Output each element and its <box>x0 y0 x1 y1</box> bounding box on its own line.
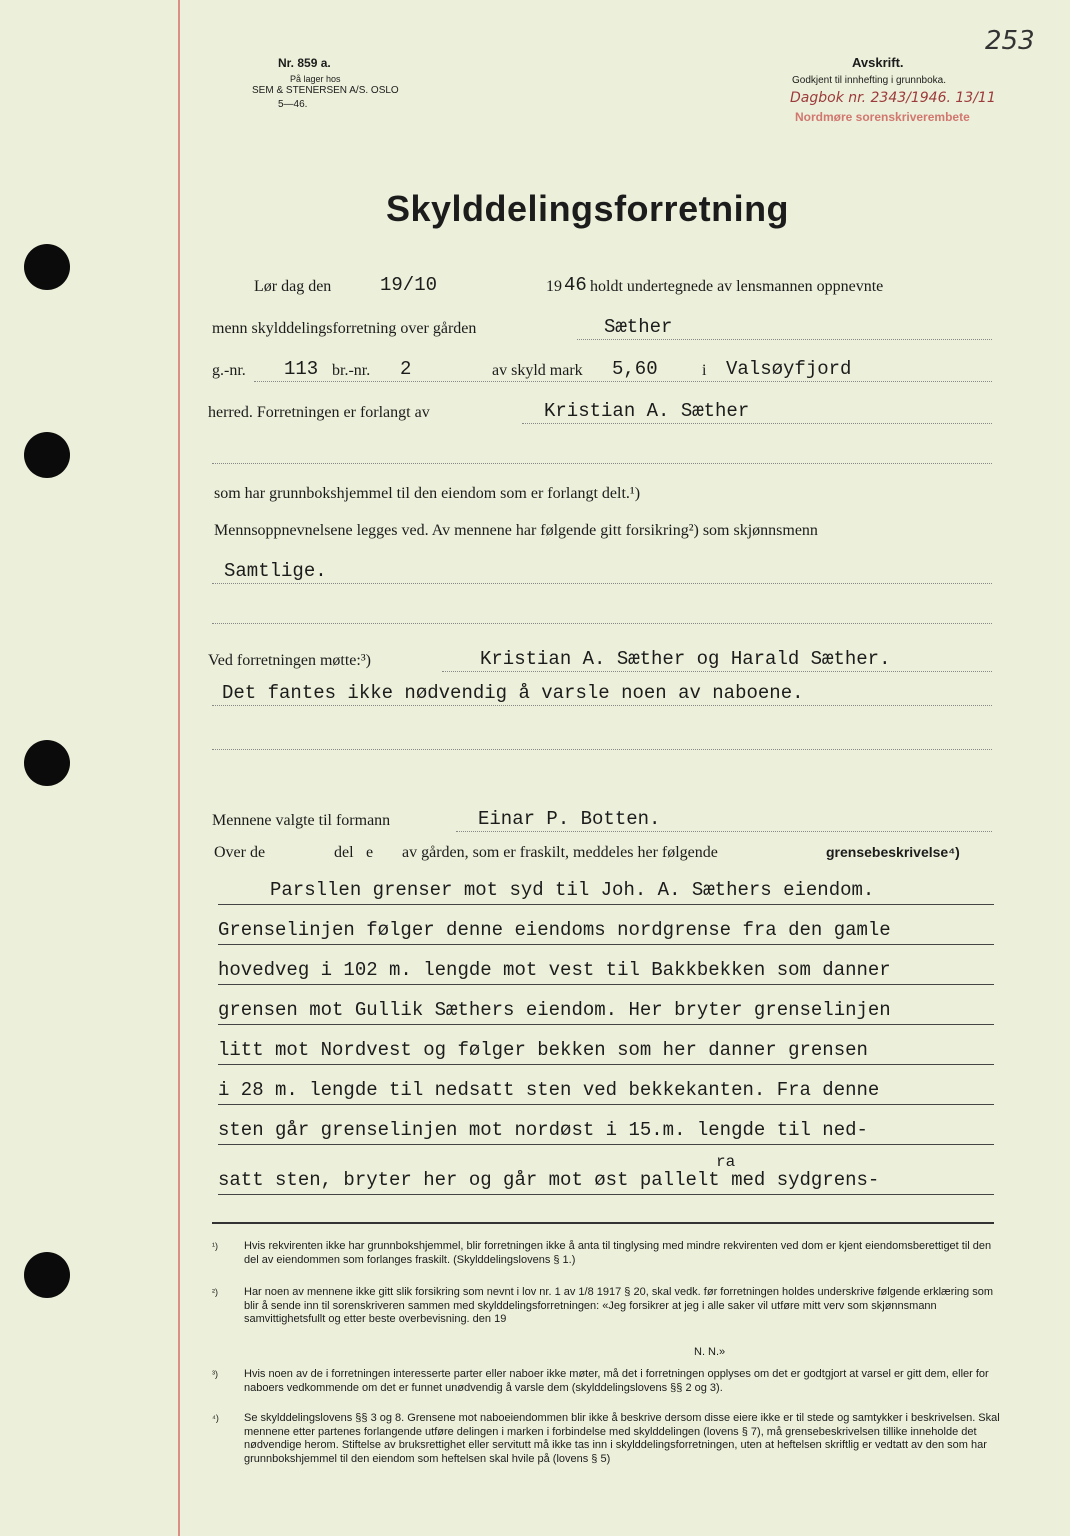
footnote-4: ⁴) Se skylddelingslovens §§ 3 og 8. Grensene mot naboeiendommen blir ikke å beskrive dersom disse eiere ikke er til stede og samtykker i beskrivelsen. Skal mennene etter partenes forlangende utføre delingen i marken i forbindelse med skylddelingen (lovens § 7), må grensebeskrivelsen tillike inneholde det nødvendige herom. Stiftelse av bruksrettighet eller servitutt må ikke tas inn i skylddelingsforretningen, uten at heftelsen skriftlig er vedtatt av den som har grunnbokshjemmel til den eiendom som heftelsen skal hvile på (lovens § 5) <box>212 1412 1000 1465</box>
mark-value: 5,60 <box>612 358 658 380</box>
copy-subtitle: Godkjent til innhefting i grunnboka. <box>792 75 946 86</box>
gnr-value: 113 <box>284 358 319 380</box>
form-line-requester <box>208 398 992 424</box>
footnote-3: ³) Hvis noen av de i forretningen interesserte parter eller naboer ikke møter, må det i forretningen opplyses om det er godtgjort at varsel er gitt dem, eller for naboers vedkommende om det er funnet unødvendig å varsle dem (skylddelingslovens §§ 2 og 3). <box>212 1368 989 1394</box>
notice-value: Det fantes ikke nødvendig å varsle noen av naboene. <box>222 682 804 704</box>
farm-value: Sæther <box>604 316 673 338</box>
body-line: Parsllen grenser mot syd til Joh. A. Sæthers eiendom. <box>218 874 994 905</box>
boundary-intro-b: del <box>334 844 354 861</box>
body-line: satt sten, bryter her og går mot øst pallelt med sydgrens- <box>218 1164 994 1195</box>
form-line-empty <box>212 438 992 464</box>
place-prefix: i <box>702 362 707 379</box>
attendees-label: Ved forretningen møtte:³) <box>208 652 371 669</box>
footnote-rule <box>212 1222 994 1224</box>
punch-hole <box>24 432 70 478</box>
copy-title: Avskrift. <box>852 55 904 70</box>
document-title: Skylddelingsforretning <box>386 188 790 229</box>
form-line-chairman <box>212 806 992 832</box>
year-prefix: 19 <box>546 278 562 295</box>
printer-date: 5—46. <box>278 99 308 110</box>
form-line-farm <box>212 314 992 340</box>
chairman-label: Mennene valgte til formann <box>212 812 391 829</box>
title-deed-text: som har grunnbokshjemmel til den eiendom som er forlangt delt.¹) <box>214 485 641 502</box>
punch-hole <box>24 740 70 786</box>
punch-hole <box>24 244 70 290</box>
punch-hole <box>24 1252 70 1298</box>
assessors-value: Samtlige. <box>224 560 327 582</box>
gnr-label: g.-nr. <box>212 362 246 379</box>
appointment-text: Mennsoppnevnelsene legges ved. Av mennene har følgende gitt forsikring²) som skjønnsmenn <box>214 522 818 539</box>
boundary-intro-a: Over de <box>214 844 266 861</box>
form-line-empty <box>212 724 992 750</box>
footnote-2-signature: N. N.» <box>694 1346 726 1358</box>
printer-name: SEM & STENERSEN A/S. OSLO <box>252 85 399 96</box>
form-line-notice <box>212 680 992 706</box>
body-line: i 28 m. lengde til nedsatt sten ved bekkekanten. Fra denne <box>218 1074 994 1105</box>
footnote-1: ¹) Hvis rekvirenten ikke har grunnbokshjemmel, blir forretningen ikke å anta til tinglysing med mindre rekvirenten ved dom er kjent eiendomsberettiget til den del av eiendommen som forlanges fraskilt. (Skylddelingslovens § 1.) <box>212 1240 992 1266</box>
bnr-label: br.-nr. <box>332 362 371 379</box>
court-stamp: Nordmøre sorenskriverembete <box>795 110 970 124</box>
body-line: grensen mot Gullik Sæthers eiendom. Her bryter grenselinjen <box>218 994 994 1025</box>
form-line-date <box>212 272 992 298</box>
body-line: sten går grenselinjen mot nordøst i 15.m. lengde til ned- <box>218 1114 994 1145</box>
mark-label: av skyld mark <box>492 362 583 379</box>
printer-line: På lager hos <box>290 74 341 84</box>
date-suffix: holdt undertegnede av lensmannen oppnevnte <box>590 278 884 295</box>
chairman-value: Einar P. Botten. <box>478 808 661 830</box>
date-value: 19/10 <box>380 274 438 296</box>
boundary-intro-c: e <box>366 844 374 861</box>
footnote-2: ²) Har noen av mennene ikke gitt slik forsikring som nevnt i lov nr. 1 av 1/8 1917 § 20, skal vedk. før forretningen holdes underskrive følgende erklæring som blir å sende inn til sorenskriveren sammen med skylddelingsforretningen: «Jeg forsikrer at jeg i alle saker vil utføre mitt verv som skjønnsmann samvittighetsfullt og etter beste overbevisning. den 19 <box>212 1286 993 1325</box>
form-number: Nr. 859 a. <box>278 56 331 70</box>
body-line: hovedveg i 102 m. lengde mot vest til Bakkbekken som danner <box>218 954 994 985</box>
year-value: 46 <box>564 274 587 296</box>
body-line: Grenselinjen følger denne eiendoms nordgrense fra den gamle <box>218 914 994 945</box>
requester-label: herred. Forretningen er forlangt av <box>208 404 430 421</box>
farm-label: menn skylddelingsforretning over gården <box>212 320 477 337</box>
body-line: litt mot Nordvest og følger bekken som her danner grensen <box>218 1034 994 1065</box>
attendees-value: Kristian A. Sæther og Harald Sæther. <box>480 648 891 670</box>
handwritten-insertion: ra <box>716 1153 736 1171</box>
requester-value: Kristian A. Sæther <box>544 400 750 422</box>
form-line-empty <box>212 598 992 624</box>
boundary-heading: grensebeskrivelse⁴) <box>826 844 960 860</box>
diary-stamp: Dagbok nr. 2343/1946. 13/11 <box>790 90 996 106</box>
form-line-property <box>212 356 992 382</box>
place-value: Valsøyfjord <box>726 358 852 380</box>
form-line-attendees <box>208 646 992 672</box>
margin-line <box>178 0 180 1536</box>
bnr-value: 2 <box>400 358 412 380</box>
day-label: Lør dag den <box>254 278 332 295</box>
page-number: 253 <box>985 26 1035 56</box>
form-line-assessors <box>212 558 992 584</box>
boundary-intro-d: av gården, som er fraskilt, meddeles her følgende <box>402 844 718 861</box>
